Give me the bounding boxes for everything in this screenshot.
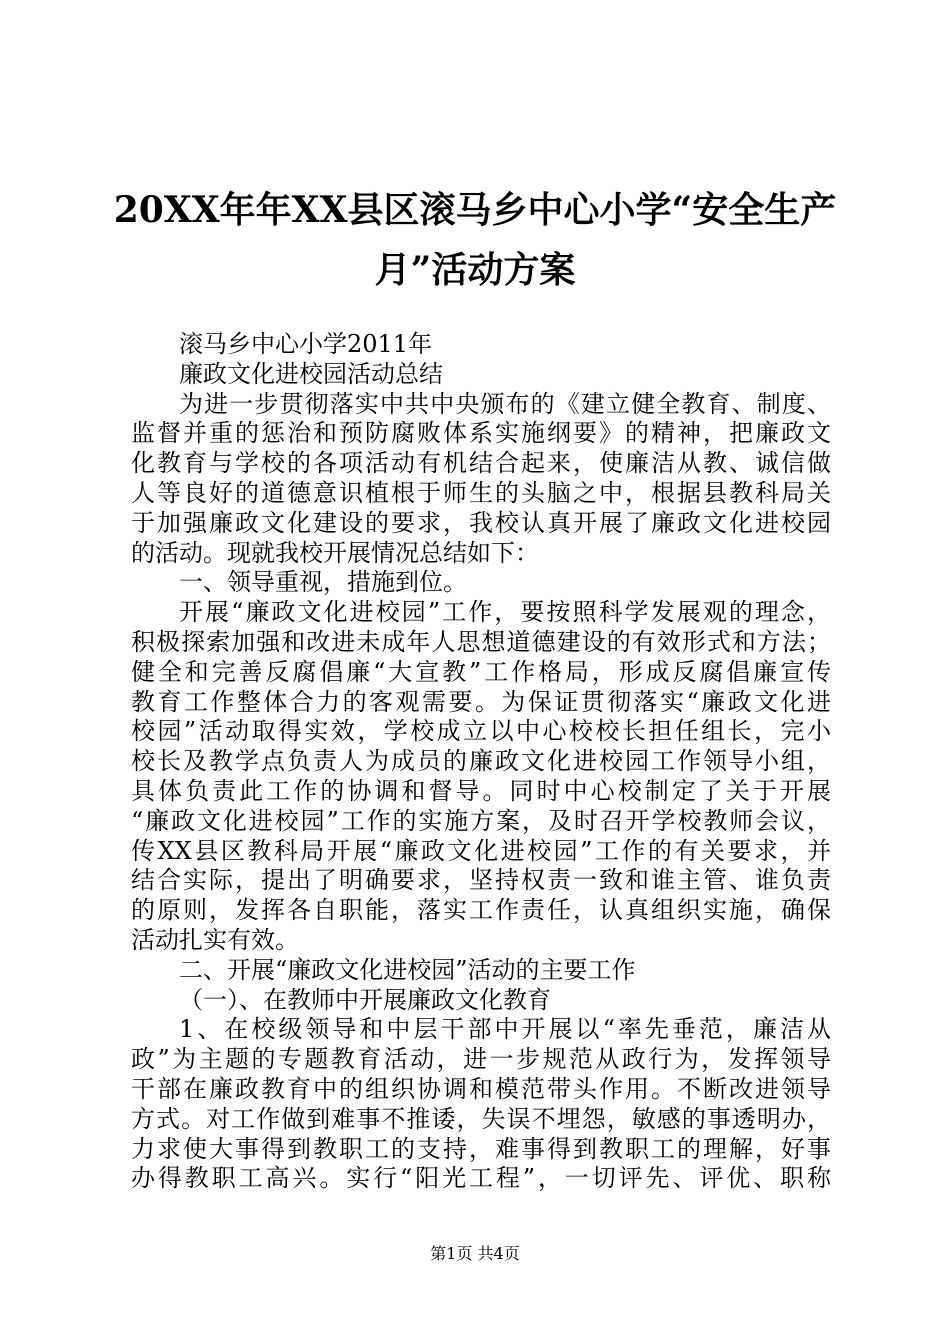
paragraph-line: 的原则，发挥各自职能，落实工作责任，认真组织实施，确保 (131, 896, 831, 925)
summary-heading: 廉政文化进校园活动总结 (179, 359, 443, 388)
subsection-heading: （一）、在教师中开展廉政文化教育 (179, 985, 551, 1014)
document-title-line-2: 月”活动方案 (374, 249, 576, 291)
document-body (131, 330, 831, 1194)
paragraph-line: 健全和完善反腐倡廉“大宣教”工作格局，形成反腐倡廉宣传 (131, 657, 831, 686)
paragraph-line: 开展“廉政文化进校园”工作，要按照科学发展观的理念， (179, 598, 831, 627)
paragraph-line: 人等良好的道德意识植根于师生的头脑之中，根据县教科局关 (131, 478, 831, 507)
paragraph-line: 传XX县区教科局开展“廉政文化进校园”工作的有关要求，并 (131, 836, 831, 865)
paragraph-line: 积极探索加强和改进未成年人思想道德建设的有效形式和方法； (131, 627, 831, 656)
paragraph-line: 办得教职工高兴。实行“阳光工程”，一切评先、评优、职称 (131, 1164, 831, 1193)
document-title-line-1: 20XX年年XX县区滚马乡中心小学“安全生产 (113, 189, 837, 231)
paragraph-line: “廉政文化进校园”工作的实施方案，及时召开学校教师会议， (131, 806, 831, 835)
paragraph-line: 1、在校级领导和中层干部中开展以“率先垂范，廉洁从 (179, 1015, 831, 1044)
paragraph-line: 教育工作整体合力的客观需要。为保证贯彻落实“廉政文化进 (131, 687, 831, 716)
paragraph-line: 校园”活动取得实效，学校成立以中心校校长担任组长，完小 (131, 717, 831, 746)
paragraph-line: 政”为主题的专题教育活动，进一步规范从政行为，发挥领导 (131, 1045, 831, 1074)
paragraph-line: 监督并重的惩治和预防腐败体系实施纲要》的精神，把廉政文 (131, 419, 831, 448)
section-heading-2: 二、开展“廉政文化进校园”活动的主要工作 (179, 955, 636, 984)
paragraph-line: 化教育与学校的各项活动有机结合起来，使廉洁从教、诚信做 (131, 449, 831, 478)
page-number-footer: 第1页 共4页 (430, 1244, 520, 1263)
paragraph-line: 力求使大事得到教职工的支持，难事得到教职工的理解，好事 (131, 1134, 831, 1163)
paragraph-line: 具体负责此工作的协调和督导。同时中心校制定了关于开展 (131, 776, 831, 805)
paragraph-line: 为进一步贯彻落实中共中央颁布的《建立健全教育、制度、 (179, 389, 831, 418)
paragraph-line: 的活动。现就我校开展情况总结如下： (131, 538, 539, 567)
school-name-line: 滚马乡中心小学2011年 (179, 330, 433, 358)
paragraph-line: 于加强廉政文化建设的要求，我校认真开展了廉政文化进校园 (131, 508, 831, 537)
paragraph-line: 干部在廉政教育中的组织协调和模范带头作用。不断改进领导 (131, 1074, 831, 1103)
paragraph-line: 校长及教学点负责人为成员的廉政文化进校园工作领导小组， (131, 747, 831, 776)
paragraph-line: 结合实际，提出了明确要求，坚持权责一致和谁主管、谁负责 (131, 866, 831, 895)
paragraph-line: 活动扎实有效。 (131, 925, 299, 954)
paragraph-line: 方式。对工作做到难事不推诿，失误不埋怨，敏感的事透明办， (131, 1104, 831, 1133)
section-heading-1: 一、领导重视，措施到位。 (179, 568, 467, 597)
